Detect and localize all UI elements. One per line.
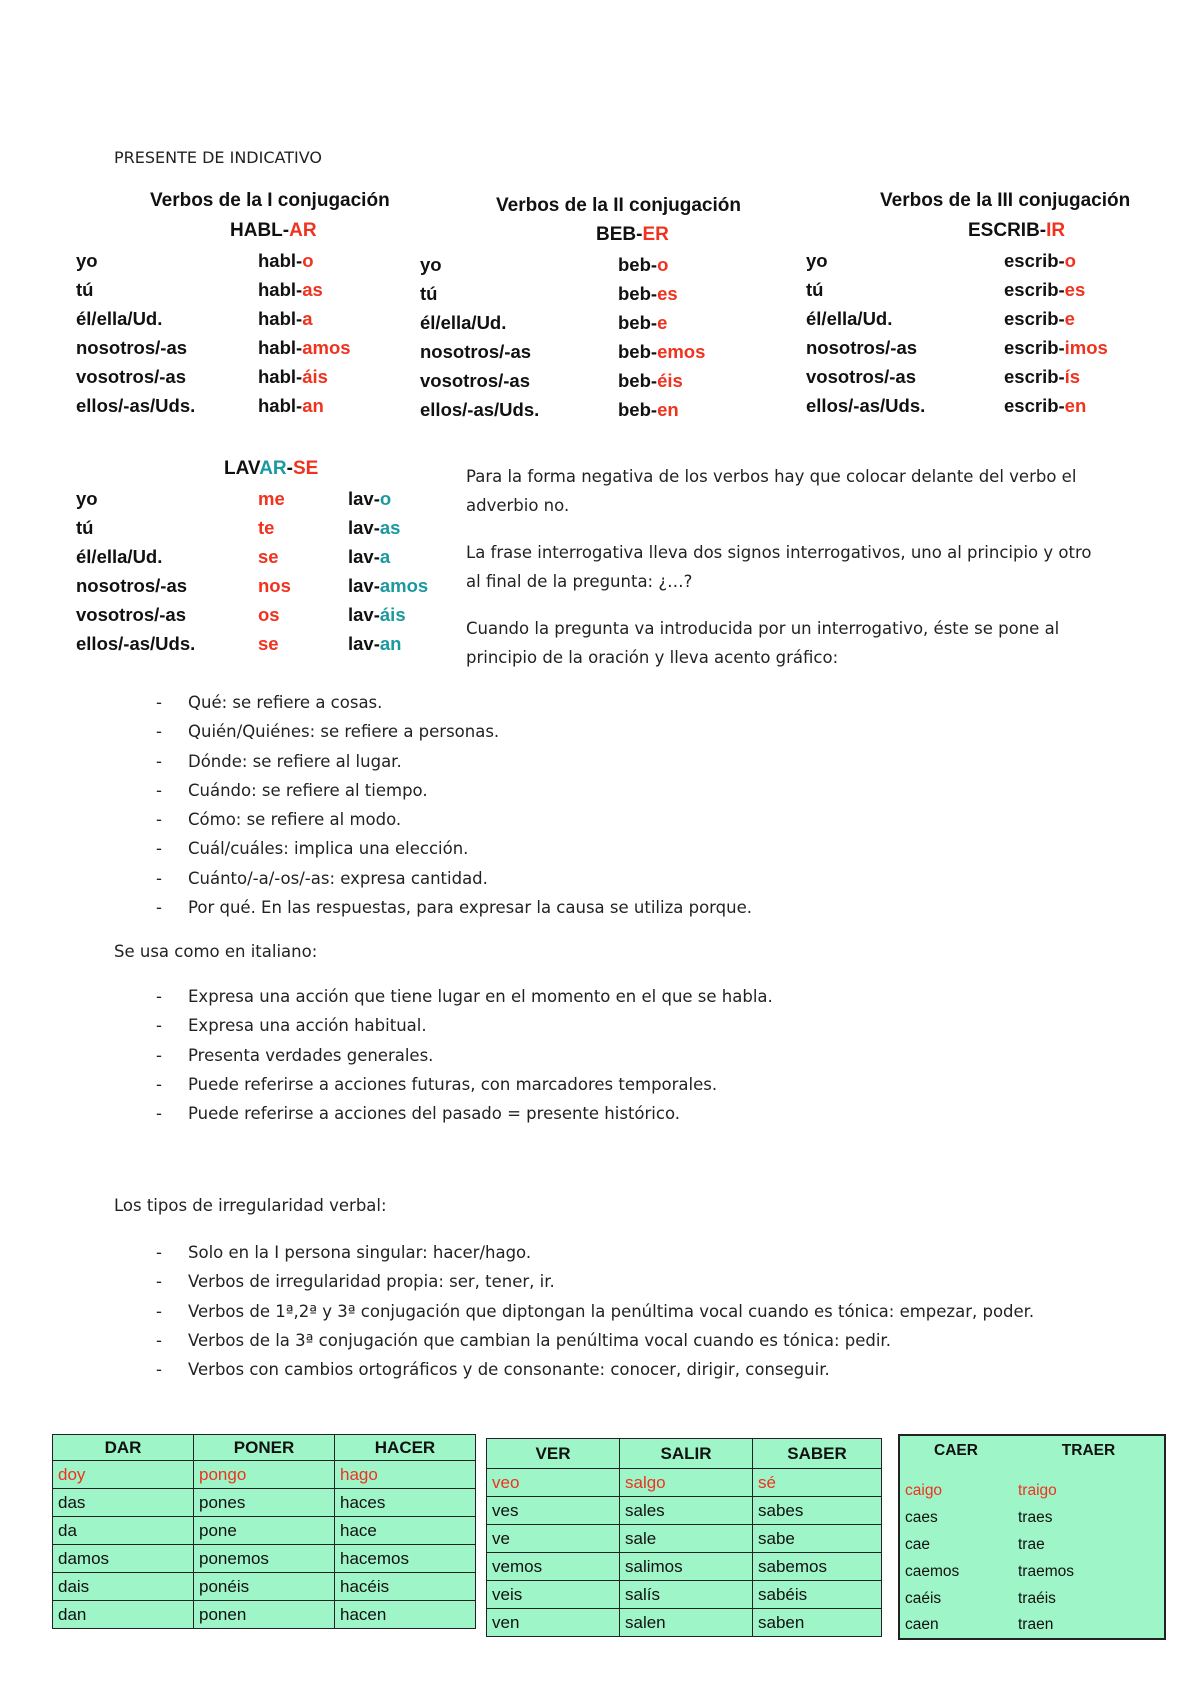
table-cell: traéis [1013,1585,1166,1612]
table-cell: veo [487,1469,620,1497]
pronoun: tú [76,279,94,300]
table-cell: traigo [1013,1477,1166,1504]
table-header: TRAER [1013,1435,1166,1477]
verb-form: habl-an [258,395,324,416]
table-cell: salgo [620,1469,753,1497]
table-cell: veis [487,1581,620,1609]
pronoun: vosotros/-as [806,366,917,387]
verb-form: escrib-ís [1004,366,1081,387]
table-header: SALIR [620,1439,753,1469]
pronoun: nosotros/-as [806,337,918,358]
table-cell: hacemos [335,1545,476,1573]
table-header: HACER [335,1435,476,1461]
table-cell: ven [487,1609,620,1637]
verb-form: lav-a [348,546,391,567]
pronoun: tú [806,279,824,300]
table-cell: sale [620,1525,753,1553]
verb-form: lav-an [348,633,402,654]
reflexive-title: LAVAR-SE [224,458,319,479]
table-cell: cae [899,1531,1013,1558]
list-item: - Por qué. En las respuestas, para expresar la causa se utiliza porque. [152,893,752,922]
reflexive-pronoun: se [258,546,279,567]
verb-form: beb-e [618,312,668,333]
table-cell: saben [753,1609,882,1637]
page-title: PRESENTE DE INDICATIVO [114,148,322,167]
verb-form: lav-áis [348,604,406,625]
list-item: - Expresa una acción habitual. [152,1011,773,1040]
pronoun: él/ella/Ud. [76,308,163,329]
table-cell: ponéis [194,1573,335,1601]
interrogatives-list [152,688,752,922]
list-item: - Quién/Quiénes: se refiere a personas. [152,717,752,746]
table-cell: caéis [899,1585,1013,1612]
reflexive-pronoun: se [258,633,279,654]
verb-form: lav-o [348,488,392,509]
verb-form: beb-o [618,254,669,275]
pronoun: yo [420,254,442,275]
pronoun: yo [76,250,98,271]
irregular-intro: Los tipos de irregularidad verbal: [114,1196,387,1215]
conjugation-infinitive: BEB-ER [596,224,669,245]
table-cell: damos [53,1545,194,1573]
table-cell: vemos [487,1553,620,1581]
table-cell: traen [1013,1612,1166,1639]
verb-form: escrib-o [1004,250,1076,271]
table-header: VER [487,1439,620,1469]
pronoun: yo [806,250,828,271]
table-cell: sabe [753,1525,882,1553]
verb-form: beb-emos [618,341,706,362]
verb-table-dar-poner-hacer [52,1434,476,1629]
table-cell: sales [620,1497,753,1525]
verb-form: habl-a [258,308,313,329]
usage-intro: Se usa como en italiano: [114,942,318,961]
conjugation-infinitive: ESCRIB-IR [968,220,1066,241]
list-item: - Puede referirse a acciones del pasado = presente histórico. [152,1099,773,1128]
verb-table-caer-traer [898,1434,1166,1640]
verb-form: beb-es [618,283,678,304]
table-cell: caes [899,1504,1013,1531]
list-item: - Solo en la I persona singular: hacer/hago. [152,1238,1052,1267]
table-cell: pone [194,1517,335,1545]
table-cell: hace [335,1517,476,1545]
table-cell: ponemos [194,1545,335,1573]
pronoun: vosotros/-as [420,370,531,391]
table-cell: dais [53,1573,194,1601]
usages-list [152,982,773,1128]
table-cell: dan [53,1601,194,1629]
note-paragraph: Cuando la pregunta va introducida por un interrogativo, éste se pone al principio de la oración y lleva acento gráfico: [466,619,1060,667]
conjugation-heading: Verbos de la I conjugación [150,190,390,211]
verb-form: beb-en [618,399,679,420]
verb-form: escrib-es [1004,279,1086,300]
list-item: - Verbos de irregularidad propia: ser, tener, ir. [152,1267,1052,1296]
table-cell: haces [335,1489,476,1517]
conjugation-infinitive: HABL-AR [230,220,317,241]
table-header: SABER [753,1439,882,1469]
pronoun: yo [76,488,98,509]
pronoun: nosotros/-as [420,341,532,362]
pronoun: él/ella/Ud. [420,312,507,333]
pronoun: nosotros/-as [76,575,188,596]
table-cell: doy [53,1461,194,1489]
list-item: - Expresa una acción que tiene lugar en el momento en el que se habla. [152,982,773,1011]
table-cell: traes [1013,1504,1166,1531]
table-cell: salís [620,1581,753,1609]
table-cell: sabéis [753,1581,882,1609]
verb-form: lav-amos [348,575,429,596]
table-cell: pongo [194,1461,335,1489]
list-item: - Puede referirse a acciones futuras, con marcadores temporales. [152,1070,773,1099]
list-item: - Cuánto/-a/-os/-as: expresa cantidad. [152,864,752,893]
list-item: - Verbos de 1ª,2ª y 3ª conjugación que diptongan la penúltima vocal cuando es tónica: empezar, poder. [152,1297,1052,1326]
table-header: DAR [53,1435,194,1461]
table-cell: hacen [335,1601,476,1629]
table-cell: sabes [753,1497,882,1525]
table-cell: das [53,1489,194,1517]
table-cell: pones [194,1489,335,1517]
reflexive-pronoun: os [258,604,280,625]
verb-form: habl-áis [258,366,328,387]
verb-table-ver-salir-saber [486,1438,882,1637]
list-item: - Verbos de la 3ª conjugación que cambian la penúltima vocal cuando es tónica: pedir. [152,1326,1052,1355]
pronoun: vosotros/-as [76,604,187,625]
table-cell: salen [620,1609,753,1637]
table-cell: sé [753,1469,882,1497]
reflexive-pronoun: nos [258,575,291,596]
table-cell: hago [335,1461,476,1489]
table-cell: traemos [1013,1558,1166,1585]
pronoun: ellos/-as/Uds. [420,399,540,420]
table-cell: caemos [899,1558,1013,1585]
verb-form: escrib-e [1004,308,1075,329]
verb-form: habl-amos [258,337,351,358]
verb-form: escrib-en [1004,395,1087,416]
table-cell: hacéis [335,1573,476,1601]
pronoun: tú [420,283,438,304]
note-paragraph: La frase interrogativa lleva dos signos interrogativos, uno al principio y otro al final de la pregunta: ¿…? [466,543,1092,591]
table-cell: da [53,1517,194,1545]
conjugation-heading: Verbos de la III conjugación [880,190,1131,211]
table-cell: salimos [620,1553,753,1581]
table-cell: sabemos [753,1553,882,1581]
verb-form: beb-éis [618,370,683,391]
notes [466,462,1106,690]
table-cell: ponen [194,1601,335,1629]
pronoun: él/ella/Ud. [76,546,163,567]
pronoun: tú [76,517,94,538]
pronoun: ellos/-as/Uds. [76,633,196,654]
list-item: - Presenta verdades generales. [152,1041,773,1070]
list-item: - Cómo: se refiere al modo. [152,805,752,834]
table-header: PONER [194,1435,335,1461]
verb-form: lav-as [348,517,401,538]
pronoun: vosotros/-as [76,366,187,387]
irregular-list [152,1238,1052,1384]
list-item: - Dónde: se refiere al lugar. [152,747,752,776]
table-header: CAER [899,1435,1013,1477]
verb-form: escrib-imos [1004,337,1108,358]
verb-form: habl-as [258,279,323,300]
table-cell: caigo [899,1477,1013,1504]
table-cell: ve [487,1525,620,1553]
reflexive-pronoun: te [258,517,275,538]
table-cell: trae [1013,1531,1166,1558]
pronoun: él/ella/Ud. [806,308,893,329]
note-paragraph: Para la forma negativa de los verbos hay que colocar delante del verbo el adverbio no. [466,467,1077,515]
reflexive-pronoun: me [258,488,285,509]
list-item: - Cuál/cuáles: implica una elección. [152,834,752,863]
conjugation-heading: Verbos de la II conjugación [496,195,741,216]
verb-form: habl-o [258,250,314,271]
table-cell: caen [899,1612,1013,1639]
list-item: - Cuándo: se refiere al tiempo. [152,776,752,805]
pronoun: ellos/-as/Uds. [806,395,926,416]
list-item: - Verbos con cambios ortográficos y de consonante: conocer, dirigir, conseguir. [152,1355,1052,1384]
list-item: - Qué: se refiere a cosas. [152,688,752,717]
table-cell: ves [487,1497,620,1525]
pronoun: ellos/-as/Uds. [76,395,196,416]
pronoun: nosotros/-as [76,337,188,358]
